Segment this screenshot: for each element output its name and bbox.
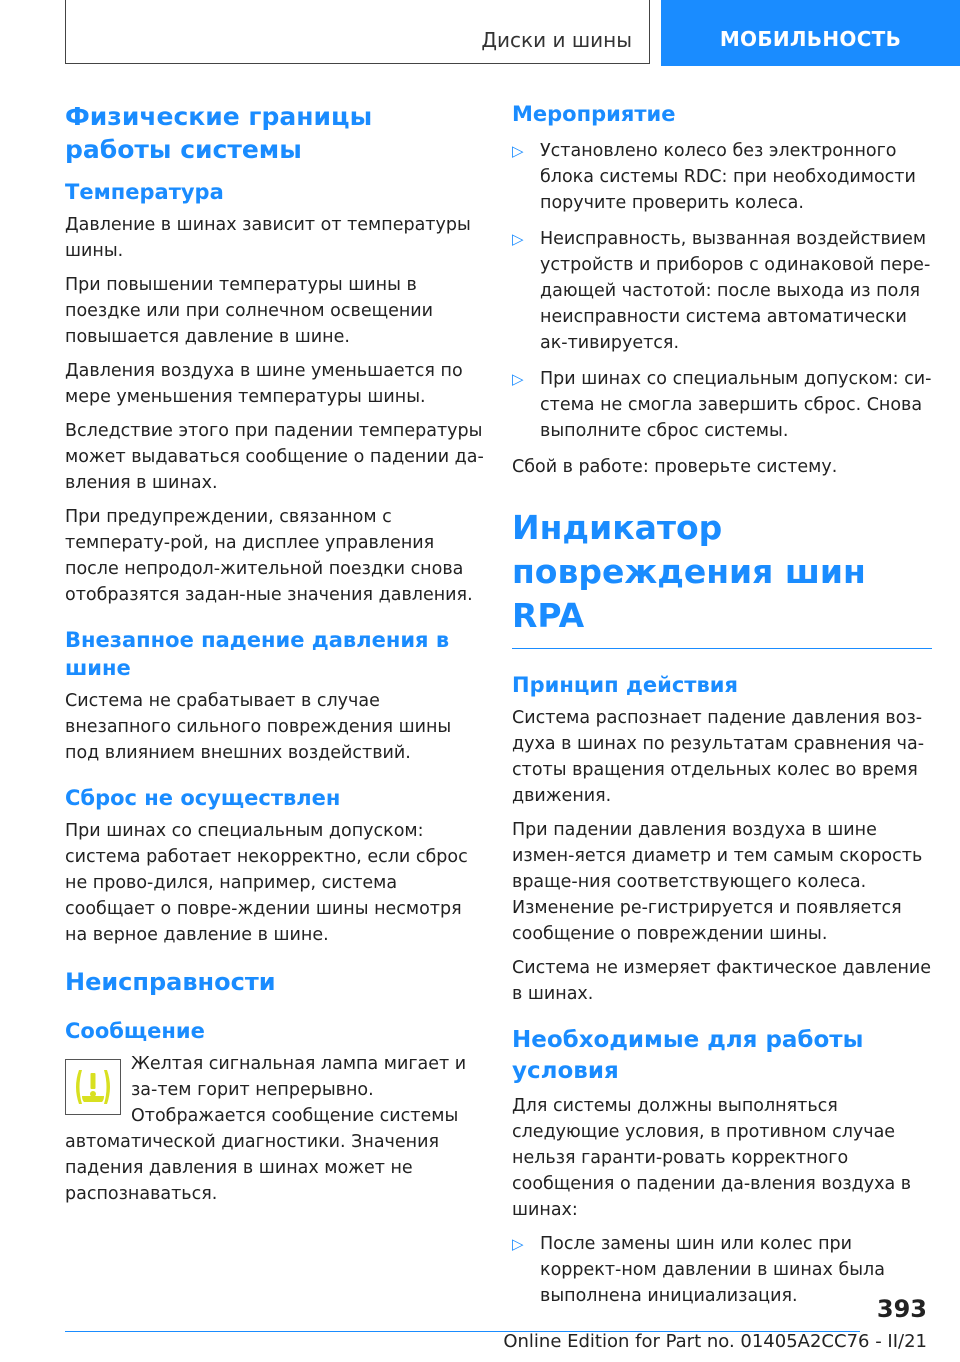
edition-info: Online Edition for Part no. 01405A2CC76 - II/21 — [503, 1331, 927, 1352]
paragraph: Система распознает падение давления воз-духа в шинах по результатам сравнения ча-стоты вращения отдельных колес во время движения. — [512, 708, 925, 806]
heading-measure: Мероприятие — [512, 102, 676, 126]
triangle-right-icon: ▷ — [512, 1235, 524, 1253]
heading-message: Сообщение — [65, 1019, 205, 1043]
tire-pressure-warning-icon — [65, 1059, 121, 1115]
right-column — [512, 100, 932, 1319]
paragraph: При повышении температуры шины в поездке или при солнечном освещении повышается давление в шине. — [65, 275, 434, 347]
paragraph: Давление в шинах зависит от температуры шины. — [65, 215, 471, 261]
heading-reset-not-done: Сброс не осуществлен — [65, 786, 341, 810]
list-item: ▷ При шинах со специальным допуском: си-стема не смогла завершить сброс. Снова выполните сброс системы. — [512, 366, 932, 444]
measure-list — [512, 138, 932, 444]
paragraph: При предупреждении, связанном с температу-рой, на дисплее управления после непродол-жительной поездки снова отобразятся задан-ные значения давления. — [65, 507, 473, 605]
paragraph: Сбой в работе: проверьте систему. — [512, 457, 838, 477]
paragraph: При падении давления воздуха в шине измен-яется диаметр и тем самым скорость враще-ния соответствующего колеса. Изменение ре-гистрируется и появляется сообщение о повреждении шины. — [512, 820, 923, 944]
conditions-list — [512, 1231, 932, 1309]
paragraph: При шинах со специальным допуском: система работает некорректно, если сброс не прово-дился, например, система сообщает о повре-ждении шины несмотря на верное давление в шине. — [65, 821, 468, 945]
heading-faults: Неисправности — [65, 968, 276, 996]
page-header — [0, 0, 960, 66]
list-item: ▷ Установлено колесо без электронного блока системы RDC: при необходимости поручите проверить колеса. — [512, 138, 932, 216]
triangle-right-icon: ▷ — [512, 142, 524, 160]
list-item: ▷ После замены шин или колес при коррект-ном давлении в шинах была выполнена инициализация. — [512, 1231, 932, 1309]
heading-rpa: Индикатор повреждения шин RPA — [512, 508, 866, 635]
heading-temperature: Температура — [65, 180, 224, 204]
paragraph: Желтая сигнальная лампа мигает и за-тем горит непрерывно. Отображается сообщение системы автоматической диагностики. Значения падения давления в шинах может не распознаваться. — [65, 1054, 467, 1204]
triangle-right-icon: ▷ — [512, 370, 524, 388]
heading-principle: Принцип действия — [512, 673, 738, 697]
section-title: Диски и шины — [481, 28, 632, 52]
list-item: ▷ Неисправность, вызванная воздействием устройств и приборов с одинаковой пере-дающей частотой: после выхода из поля неисправности система автоматически ак-тивируется. — [512, 226, 932, 356]
paragraph: Вследствие этого при падении температуры может выдаваться сообщение о падении да-вления в шинах. — [65, 421, 484, 493]
heading-sudden-pressure-loss: Внезапное падение давления в шине — [65, 628, 450, 680]
paragraph: Для системы должны выполняться следующие условия, в противном случае нельзя гаранти-ровать корректного сообщения о падении да-вления воздуха в шинах: — [512, 1096, 912, 1220]
paragraph: Система не срабатывает в случае внезапного сильного повреждения шины под влиянием внешних воздействий. — [65, 691, 452, 763]
paragraph: Система не измеряет фактическое давление в шинах. — [512, 958, 932, 1004]
chapter-tab-label: МОБИЛЬНОСТЬ — [719, 27, 902, 51]
triangle-right-icon: ▷ — [512, 230, 524, 248]
section-divider — [512, 648, 932, 649]
heading-system-limits: Физические границы работы системы — [65, 102, 373, 164]
page-number: 393 — [876, 1295, 927, 1323]
chapter-tab[interactable] — [661, 0, 960, 66]
paragraph: Давления воздуха в шине уменьшается по мере уменьшения температуры шины. — [65, 361, 463, 407]
left-column — [65, 100, 485, 1215]
heading-conditions: Необходимые для работы условия — [512, 1027, 864, 1084]
